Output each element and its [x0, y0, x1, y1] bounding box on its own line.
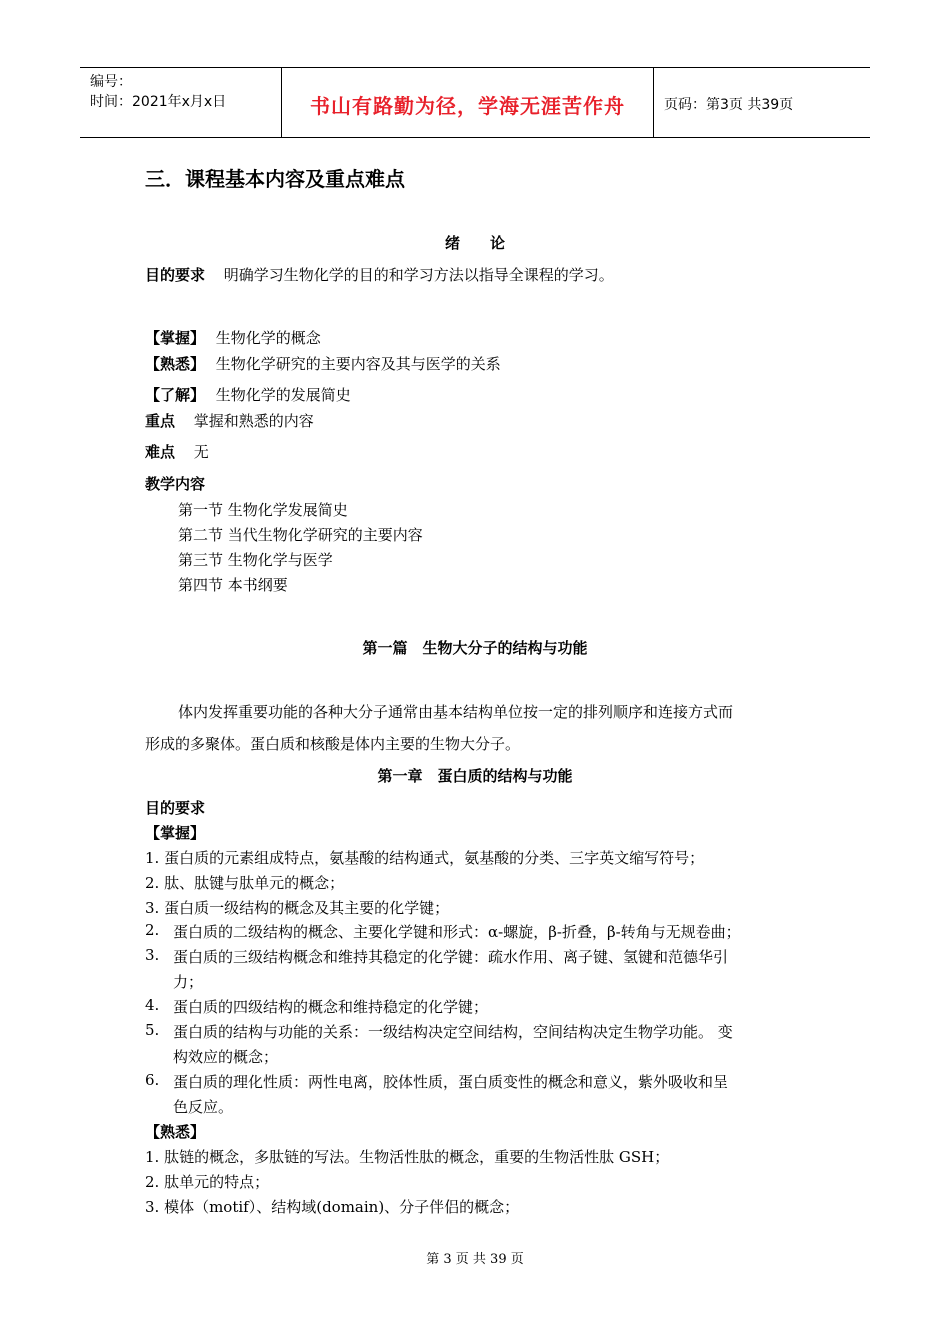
- section-item: 第一节 生物化学发展简史: [178, 501, 348, 519]
- numbered-item-text: 蛋白质的三级结构概念和维持其稳定的化学键：疏水作用、离子键、氢键和范德华引: [173, 948, 729, 966]
- key-label: 重点: [145, 412, 176, 430]
- numbered-item-text-cont: 色反应。: [173, 1098, 234, 1116]
- motto: 书山有路勤为径，学海无涯苦作舟: [310, 94, 625, 118]
- understand-text: 生物化学的发展简史: [215, 386, 351, 404]
- understand-row: [145, 384, 351, 405]
- number-label: 编号：: [90, 74, 132, 90]
- goal-text: 明确学习生物化学的目的和学习方法以指导全课程的学习。: [223, 266, 614, 284]
- key-text: 掌握和熟悉的内容: [193, 412, 314, 430]
- header-page-cell: [654, 68, 870, 137]
- master-label: 【掌握】: [145, 329, 206, 347]
- numbered-item-num: 4.: [145, 996, 160, 1014]
- part-paragraph-line: 体内发挥重要功能的各种大分子通常由基本结构单位按一定的排列顺序和连接方式而: [178, 703, 734, 721]
- goal-label: 目的要求: [145, 266, 206, 284]
- page-footer: 第 3 页 共 39 页: [426, 1252, 524, 1267]
- part-title: 第一篇 生物大分子的结构与功能: [362, 639, 588, 657]
- numbered-item-text: 蛋白质的四级结构的概念和维持稳定的化学键；: [173, 998, 489, 1016]
- section-item: 第三节 生物化学与医学: [178, 551, 333, 569]
- numbered-item-num: 2.: [145, 921, 160, 939]
- part-paragraph-line: 形成的多聚体。蛋白质和核酸是体内主要的生物大分子。: [145, 735, 521, 753]
- time-label: 时间：2021年x月x日: [90, 94, 227, 110]
- numbered-item-text: 蛋白质的结构与功能的关系：一级结构决定空间结构，空间结构决定生物学功能。 变: [173, 1023, 733, 1041]
- numbered-item-text-cont: 构效应的概念；: [173, 1048, 279, 1066]
- header-table: [80, 67, 870, 138]
- page-label: 页码：第3页 共39页: [664, 97, 794, 113]
- header-motto-cell: [282, 68, 654, 137]
- master-text: 生物化学的概念: [215, 329, 321, 347]
- intro-title: 绪 论: [444, 234, 505, 252]
- numbered-item-num: 5.: [145, 1021, 160, 1039]
- content-label: 教学内容: [145, 475, 206, 493]
- chapter-master-label: 【掌握】: [145, 824, 206, 842]
- key-row: [145, 410, 314, 431]
- master-item: 3. 蛋白质一级结构的概念及其主要的化学键；: [145, 899, 450, 917]
- familiar-item: 3. 模体（motif）、结构域(domain)、分子伴侣的概念；: [145, 1198, 520, 1216]
- chapter-familiar-label: 【熟悉】: [145, 1123, 206, 1141]
- familiar-item: 1. 肽链的概念，多肽链的写法。生物活性肽的概念，重要的生物活性肽 GSH；: [145, 1148, 670, 1166]
- understand-label: 【了解】: [145, 386, 206, 404]
- numbered-item-text-cont: 力；: [173, 973, 204, 991]
- familiar-item: 2. 肽单元的特点；: [145, 1173, 270, 1191]
- chapter-goal-label: 目的要求: [145, 799, 206, 817]
- header-left-cell: [80, 68, 282, 137]
- difficult-text: 无: [193, 443, 209, 461]
- master-row: [145, 327, 321, 348]
- chapter-title: 第一章 蛋白质的结构与功能: [377, 767, 573, 785]
- numbered-item-num: 6.: [145, 1071, 160, 1089]
- master-item: 1. 蛋白质的元素组成特点，氨基酸的结构通式，氨基酸的分类、三字英文缩写符号；: [145, 849, 705, 867]
- section-title: 三．课程基本内容及重点难点: [145, 167, 405, 191]
- section-item: 第二节 当代生物化学研究的主要内容: [178, 526, 423, 544]
- difficult-label: 难点: [145, 443, 176, 461]
- numbered-item-text: 蛋白质的理化性质：两性电离，胶体性质，蛋白质变性的概念和意义，紫外吸收和呈: [173, 1073, 729, 1091]
- numbered-item-text: 蛋白质的二级结构的概念、主要化学键和形式：α-螺旋，β-折叠，β-转角与无规卷曲；: [173, 923, 741, 941]
- intro-goal-row: [145, 264, 614, 285]
- familiar-label: 【熟悉】: [145, 355, 206, 373]
- familiar-row: [145, 353, 501, 374]
- difficult-row: [145, 441, 209, 462]
- numbered-item-num: 3.: [145, 946, 160, 964]
- familiar-text: 生物化学研究的主要内容及其与医学的关系: [215, 355, 501, 373]
- section-item: 第四节 本书纲要: [178, 576, 288, 594]
- master-item: 2. 肽、肽键与肽单元的概念；: [145, 874, 345, 892]
